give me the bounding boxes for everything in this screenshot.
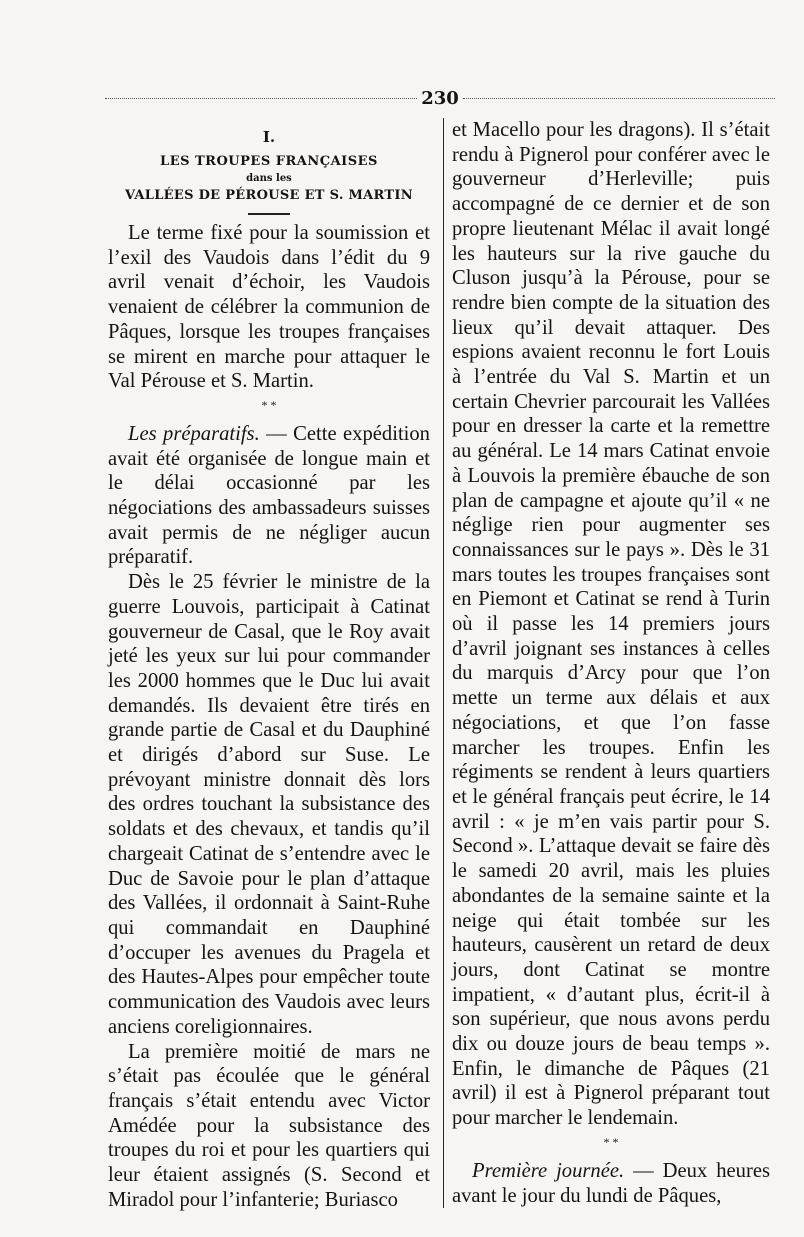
first-day-title: Première journée.: [472, 1159, 625, 1182]
first-day-paragraph: [452, 1159, 770, 1208]
right-column-text: [452, 118, 770, 1208]
left-column: [108, 118, 430, 1212]
section-heading-line1: LES TROUPES FRANÇAISES: [160, 154, 378, 169]
march-paragraph: La première moitié de mars ne s’était pas écoulée que le général français s’était entendu avec Victor Amédée pour la subsistance des troupes du roi et pour les quartiers qui leur étaient assignés (S. Second et Miradol pour l’infanterie; Buriasco: [108, 1040, 430, 1211]
preparations-text: — Cette expédition avait été organisée de longue main et le délai occasionné par les négociations des ambassadeurs suisses avait permis de ne négliger aucun préparatif.: [108, 422, 430, 569]
column-divider: [443, 118, 444, 1208]
page-header: [105, 86, 775, 110]
page-number: 230: [421, 87, 459, 109]
louvois-paragraph: Dès le 25 février le ministre de la guerre Louvois, participait à Catinat gouverneur de Casal, que le Roy avait jeté les yeux sur lui pour commander les 2000 hommes que le Duc lui avait demandés. Ils devaient être tirés en grande partie de Casal et du Dauphiné et dirigés d’abord sur Suse. Le prévoyant ministre donnait dès lors des ordres touchant la subsistance des soldats et des chevaux, et tandis qu’il chargeait Catinat de s’entendre avec le Duc de Savoie pour le plan d’attaque des Vallées, il ordonnait à Saint-Ruhe qui commandait en Dauphiné d’occuper les avenues du Pragela et des Hautes-Alpes pour empêcher toute communication des Vaudois avec leurs anciens coreligionnaires.: [108, 571, 430, 1038]
left-column-text: [108, 221, 430, 1212]
section-separator: * *: [261, 397, 277, 412]
section-heading-line2: dans les: [246, 173, 292, 184]
header-rule-left: [105, 98, 417, 99]
preparations-paragraph: [108, 422, 430, 570]
section-number: I.: [262, 128, 276, 146]
section-heading-line3: VALLÉES DE PÉROUSE ET S. MARTIN: [125, 188, 413, 203]
first-day-text: — Deux heures avant le jour du lundi de Pâques,: [452, 1159, 770, 1207]
heading-rule: [248, 213, 290, 215]
continuation-paragraph: et Macello pour les dragons). Il s’était rendu à Pignerol pour conférer avec le gouverneur d’Herleville; puis accompagné de ce dernier et de son propre lieutenant Mélac il avait longé les hauteurs sur la rive gauche du Cluson jusqu’à la Pérouse, pour se rendre bien compte de la situation des lieux qu’il devait attaquer. Des espions avaient reconnu le fort Louis à l’entrée du Val S. Martin et un certain Chevrier parcourait les Vallées pour en dresser la carte et la remettre au général. Le 14 mars Catinat envoie à Louvois la première ébauche de son plan de campagne et ajoute qu’il « ne néglige rien pour augmenter ses connaissances sur le pays ». Dès le 31 mars toutes les troupes françaises sont en Piemont et Catinat se rend à Turin où il passe les 14 premiers jours d’avril joignant ses instances à celles du marquis d’Arcy pour que l’on mette un terme aux délais et aux négociations, et que l’on fasse marcher les troupes. Enfin les régiments se rendent à leurs quartiers et le général français peut écrire, le 14 avril : « je m’en vais partir pour S. Second ». L’attaque devait se faire dès le samedi 20 avril, mais les pluies abondantes de la semaine sainte et la neige qui était tombée sur les hauteurs, causèrent un retard de deux jours, dont Catinat se montre impatient, « d’autant plus, écrit-il à son supérieur, que nous avons perdu dix ou douze jours de beau temps ». Enfin, le dimanche de Pâques (21 avril) il est à Pignerol préparant tout pour marcher le lendemain.: [452, 119, 770, 1130]
right-column: [452, 118, 770, 1208]
header-rule-right: [463, 98, 775, 99]
section-separator-2: * *: [603, 1134, 619, 1149]
preparations-title: Les préparatifs.: [128, 422, 260, 445]
intro-paragraph: Le terme fixé pour la soumission et l’exil des Vaudois dans l’édit du 9 avril venait d’échoir, les Vaudois venaient de célébrer la communion de Pâques, lorsque les troupes françaises se mirent en marche pour attaquer le Val Pérouse et S. Martin.: [108, 222, 430, 393]
